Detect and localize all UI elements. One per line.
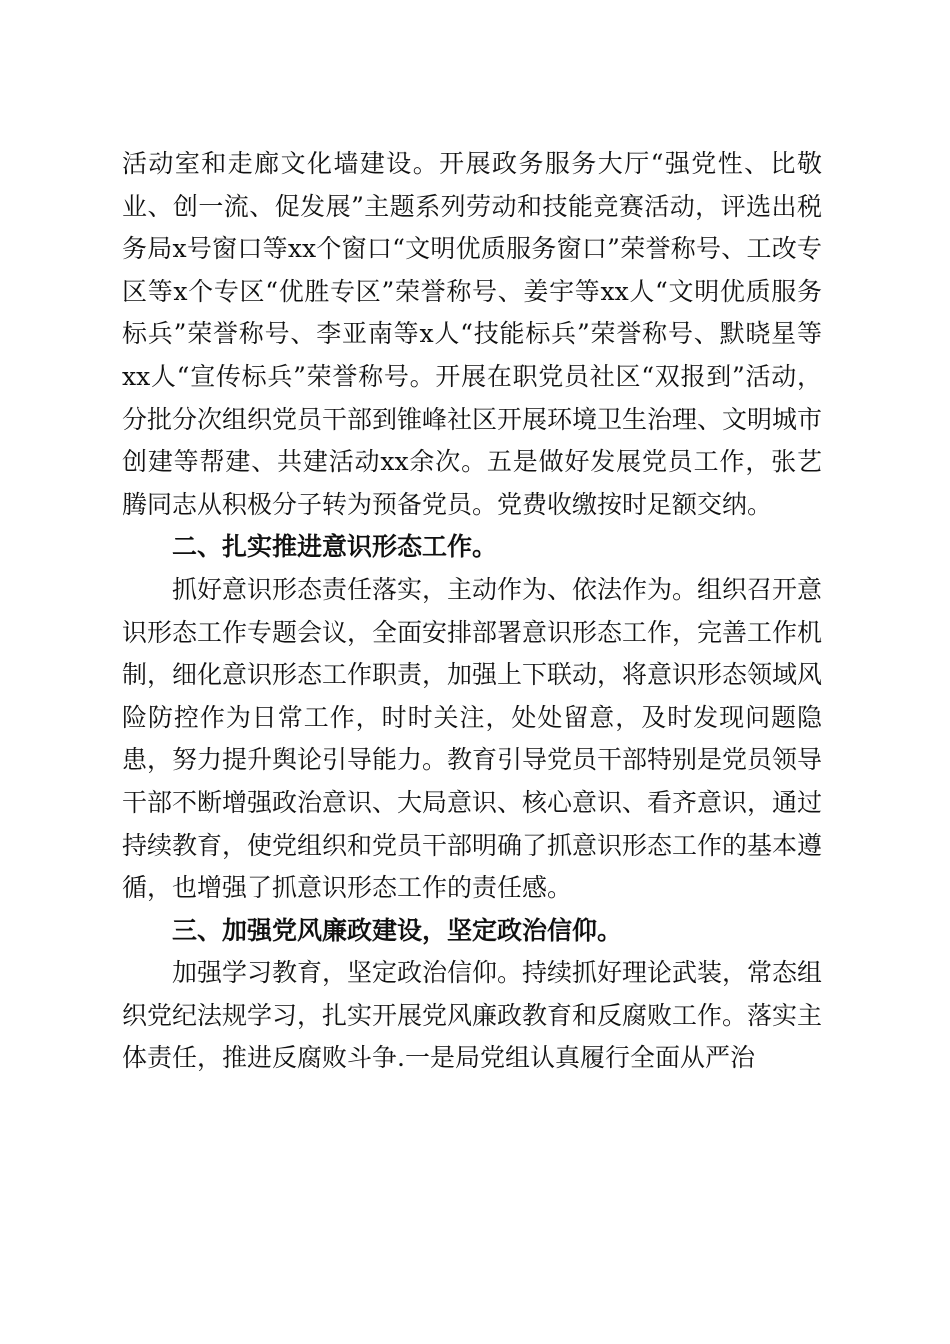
- document-body: [122, 143, 822, 1080]
- paragraph-continuation: 活动室和走廊文化墙建设。开展政务服务大厅“强党性、比敬业、创一流、促发展”主题系列劳动和技能竞赛活动，评选出税务局x号窗口等xx个窗口“文明优质服务窗口”荣誉称号、工改专区等x个专区“优胜专区”荣誉称号、姜宇等xx人“文明优质服务标兵”荣誉称号、李亚南等x人“技能标兵”荣誉称号、默晓星等xx人“宣传标兵”荣誉称号。开展在职党员社区“双报到”活动，分批分次组织党员干部到锥峰社区开展环境卫生治理、文明城市创建等帮建、共建活动xx余次。五是做好发展党员工作，张艺腾同志从积极分子转为预备党员。党费收缴按时足额交纳。: [122, 149, 823, 519]
- paragraph-ideology: 抓好意识形态责任落实，主动作为、依法作为。组织召开意识形态工作专题会议，全面安排部署意识形态工作，完善工作机制，细化意识形态工作职责，加强上下联动，将意识形态领域风险防控作为日常工作，时时关注，处处留意，及时发现问题隐患，努力提升舆论引导能力。教育引导党员干部特别是党员领导干部不断增强政治意识、大局意识、核心意识、看齐意识，通过持续教育，使党组织和党员干部明确了抓意识形态工作的基本遵循，也增强了抓意识形态工作的责任感。: [122, 574, 823, 903]
- paragraph-integrity: 加强学习教育，坚定政治信仰。持续抓好理论武装，常态组织党纪法规学习，扎实开展党风廉政教育和反腐败工作。落实主体责任，推进反腐败斗争.一是局党组认真履行全面从严治: [122, 958, 823, 1073]
- section-heading-integrity: 三、加强党风廉政建设，坚定政治信仰。: [172, 915, 623, 945]
- section-heading-ideology: 二、扎实推进意识形态工作。: [172, 532, 498, 562]
